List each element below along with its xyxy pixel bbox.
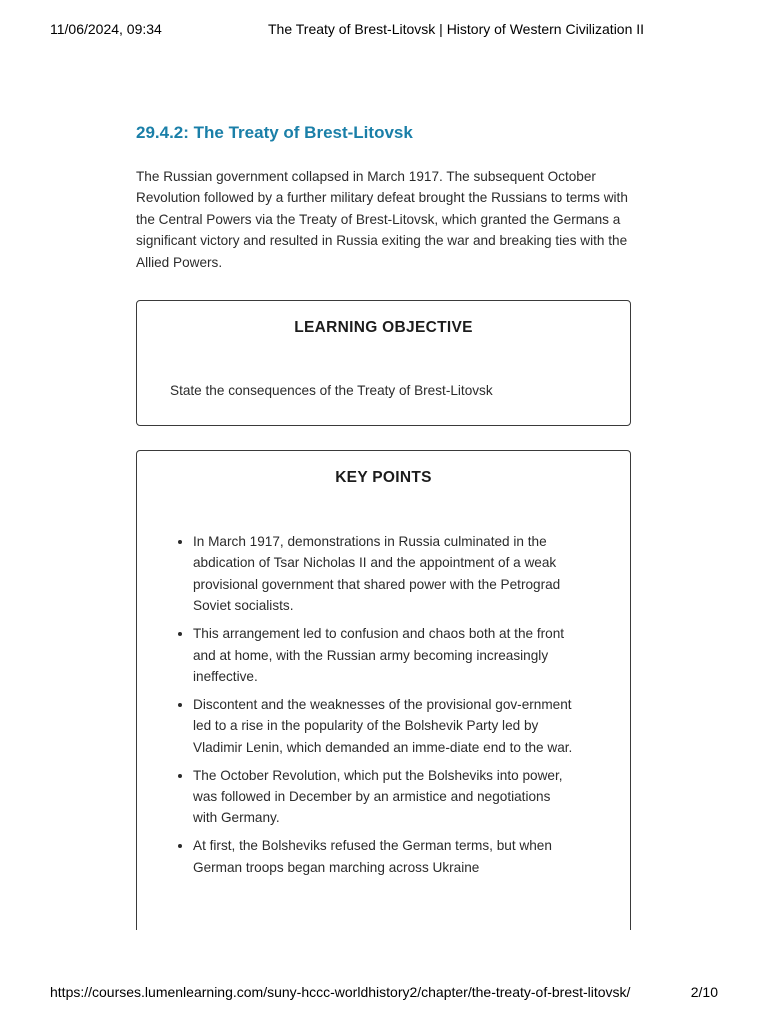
print-footer [50,984,718,1004]
print-page-title: The Treaty of Brest-Litovsk | History of Western Civilization II [268,21,645,37]
learning-objective-box [136,300,631,426]
page-url-link[interactable]: https://courses.lumenlearning.com/suny-hccc-worldhistory2/chapter/the-treaty-of-brest-litovsk/ [50,984,631,1000]
page-number: 2/10 [690,984,718,1000]
key-points-list [173,531,573,885]
print-date: 11/06/2024, 09:34 [50,21,162,37]
key-points-box [136,450,631,930]
key-point-item: • Discontent and the weaknesses of the provisional gov-ernment led to a rise in the popularity of the Bolshevik Party led by Vladimir Lenin, which demanded an imme-diate end to the war. [193,694,573,758]
key-point-item: • This arrangement led to confusion and chaos both at the front and at home, with the Russian army becoming increasingly ineffective. [193,623,573,687]
learning-objective-text: State the consequences of the Treaty of Brest-Litovsk [170,383,493,399]
section-title: 29.4.2: The Treaty of Brest-Litovsk [136,123,413,142]
intro-paragraph: The Russian government collapsed in March 1917. The subsequent October Revolution followed by a further military defeat brought the Russians to terms with the Central Powers via the Treaty of Brest-Litovsk, which granted the Germans a significant victory and resulted in Russia exiting the war and breaking ties with the Allied Powers. [136,169,628,270]
print-header [50,21,718,41]
learning-objective-heading: LEARNING OBJECTIVE [294,319,473,337]
key-point-item: • At first, the Bolsheviks refused the German terms, but when German troops began marching across Ukraine [193,835,573,878]
key-point-item: • The October Revolution, which put the Bolsheviks into power, was followed in December by an armistice and negotiations with Germany. [193,765,573,829]
main-content [136,120,631,875]
key-point-item: • In March 1917, demonstrations in Russia culminated in the abdication of Tsar Nicholas II and the appointment of a weak provisional government that shared power with the Petrograd Soviet socialists. [193,531,573,617]
key-points-heading: KEY POINTS [335,469,432,486]
